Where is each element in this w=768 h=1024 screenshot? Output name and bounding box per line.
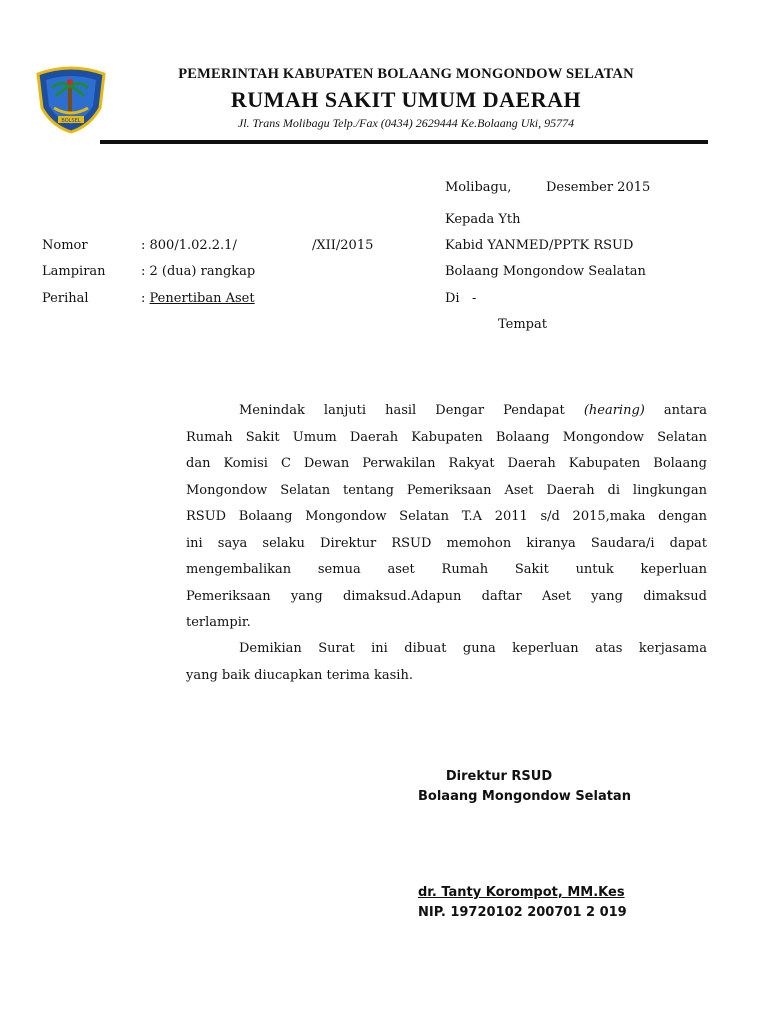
logo-text: BOLSEL — [61, 118, 81, 124]
recipient-greeting: Kepada Yth — [445, 212, 521, 227]
perihal-row — [141, 291, 255, 306]
perihal-label: Perihal — [42, 291, 89, 306]
perihal-value: Penertiban Aset — [149, 291, 255, 306]
recipient-tempat: Tempat — [498, 317, 547, 332]
body-paragraph-1 — [186, 398, 707, 637]
body-line-italic: (hearing) — [583, 403, 645, 418]
body-line: yang baik diucapkan terima kasih. — [186, 667, 413, 683]
body-line: Mongondow Selatan tentang Pemeriksaan Aset Daerah di lingkungan — [186, 482, 707, 498]
lampiran-label: Lampiran — [42, 264, 106, 279]
lampiran-value: : 2 (dua) rangkap — [141, 264, 256, 279]
body-line: mengembalikan semua aset Rumah Sakit untuk keperluan — [186, 562, 707, 577]
date: Desember 2015 — [546, 180, 651, 195]
body-line-text: antara — [644, 403, 707, 418]
body-line: Rumah Sakit Umum Daerah Kabupaten Bolaang Mongondow Selatan — [186, 429, 707, 445]
body-paragraph-2 — [186, 636, 707, 689]
nomor-suffix: /XII/2015 — [312, 238, 374, 253]
regency-logo-icon — [34, 64, 108, 134]
signature-title2: Bolaang Mongondow Selatan — [418, 789, 631, 804]
recipient-di: Di - — [445, 291, 477, 306]
nomor-label: Nomor — [42, 238, 88, 253]
signature-title1: Direktur RSUD — [445, 769, 553, 784]
recipient-line1: Kabid YANMED/PPTK RSUD — [445, 238, 634, 253]
signature-name: dr. Tanty Korompot, MM.Kes — [418, 885, 625, 900]
body-line: terlampir. — [186, 615, 251, 630]
body-line-text: Menindak lanjuti hasil Dengar Pendapat — [239, 403, 584, 418]
body-line: RSUD Bolaang Mongondow Selatan T.A 2011 s/d 2015,maka dengan — [186, 509, 707, 524]
body-line — [186, 398, 707, 425]
hospital-address: Jl. Trans Molibagu Telp./Fax (0434) 2629444 Ke.Bolaang Uki, 95774 — [237, 116, 575, 130]
body-line: ini saya selaku Direktur RSUD memohon kiranya Saudara/i dapat — [186, 535, 707, 551]
signature-nip: NIP. 19720102 200701 2 019 — [418, 905, 627, 920]
hospital-name: RUMAH SAKIT UMUM DAERAH — [230, 87, 582, 112]
body-line: dan Komisi C Dewan Perwakilan Rakyat Daerah Kabupaten Bolaang — [186, 456, 707, 471]
perihal-colon: : — [141, 291, 150, 306]
recipient-line2: Bolaang Mongondow Sealatan — [445, 264, 646, 279]
body-line: Demikian Surat ini dibuat guna keperluan atas kerjasama — [239, 641, 707, 656]
letterhead-divider — [100, 140, 708, 144]
government-name: PEMERINTAH KABUPATEN BOLAANG MONGONDOW SELATAN — [178, 66, 634, 82]
place: Molibagu, — [445, 180, 512, 195]
body-line: Pemeriksaan yang dimaksud.Adapun daftar Aset yang dimaksud — [186, 588, 707, 604]
nomor-value: : 800/1.02.2.1/ — [141, 238, 237, 253]
